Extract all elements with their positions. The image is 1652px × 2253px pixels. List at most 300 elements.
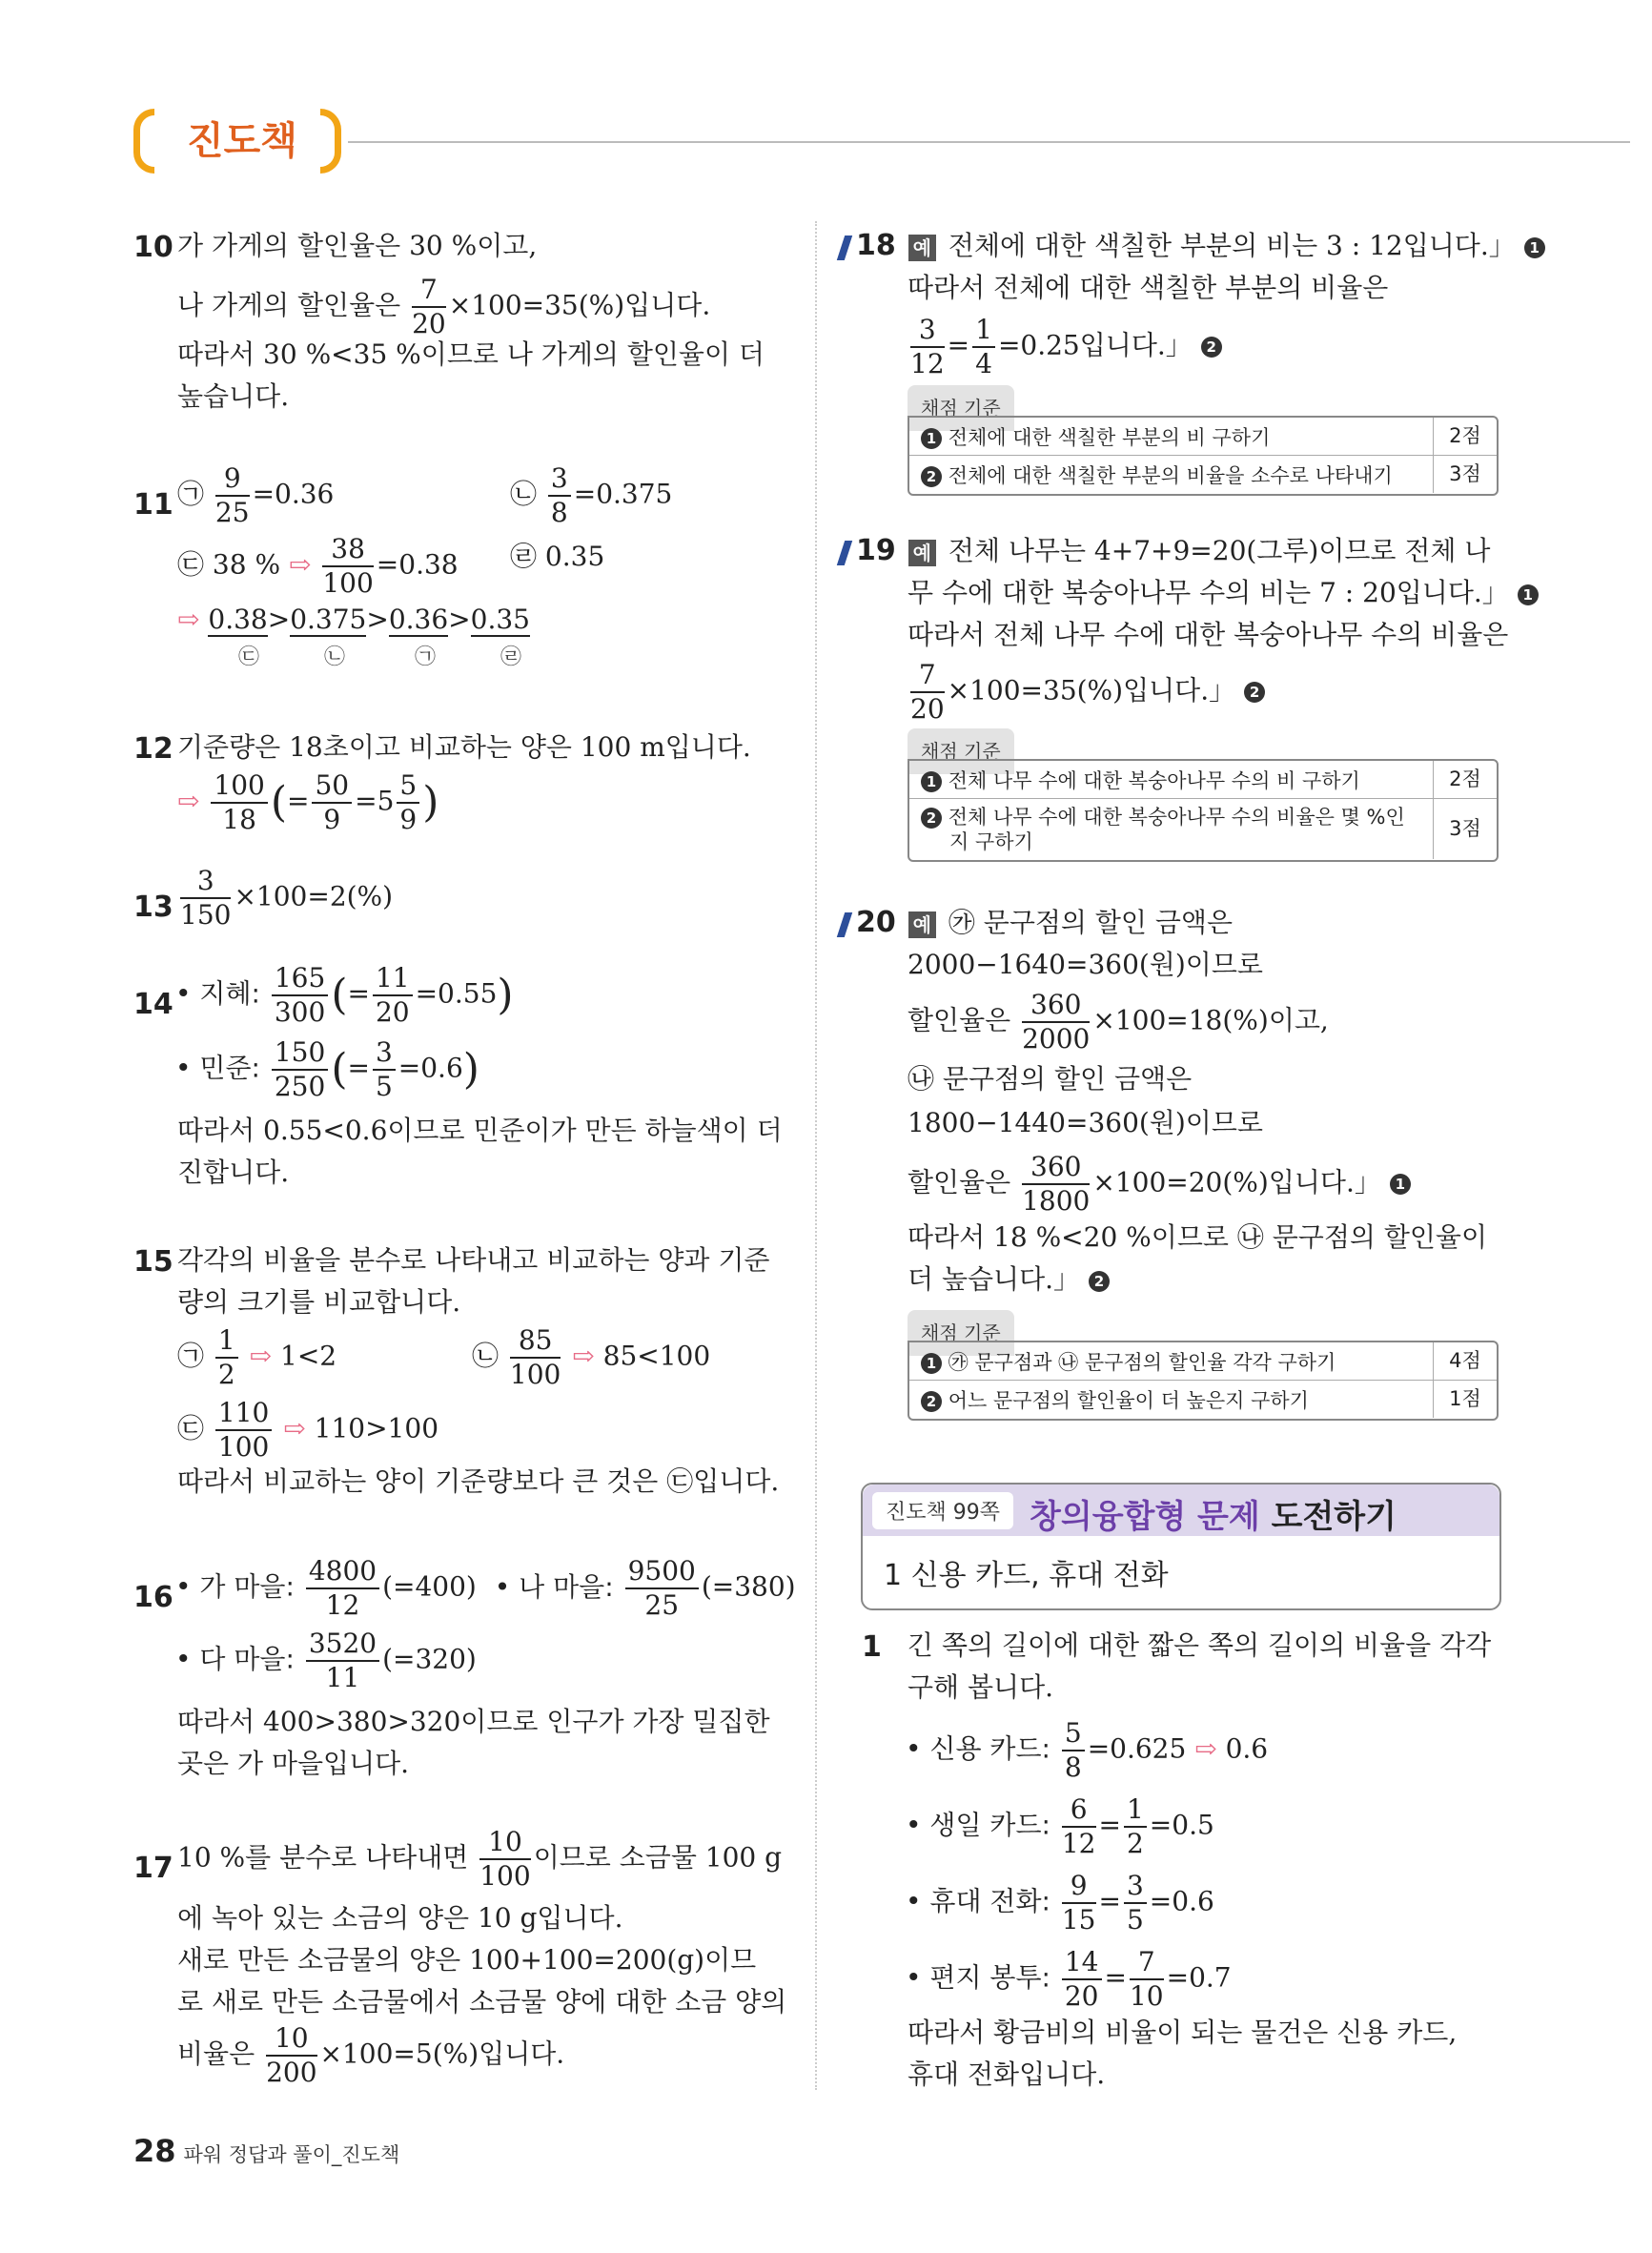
criterion — [921, 805, 1405, 855]
text-line — [908, 572, 1539, 614]
criterion-text: ㉮ 문구점과 ㉯ 문구점의 할인율 각각 구하기 — [948, 1351, 1336, 1374]
text-line: • 생일 카드: $\frac{6}{12}$ = $\frac{1}{2}$ =0.5 — [906, 1793, 1214, 1859]
denominator: 100 — [509, 1359, 561, 1390]
step-marker: 2 — [1244, 682, 1265, 703]
denominator: 15 — [1061, 1904, 1096, 1936]
fraction — [972, 314, 995, 379]
question-number: 13 — [133, 891, 173, 924]
numerator: 5 — [1062, 1720, 1085, 1751]
text-line — [510, 536, 604, 578]
numerator: 165 — [272, 965, 328, 996]
value: 0.38 — [208, 604, 268, 635]
text-line: 따라서 18 %<20 %이므로 ㉯ 문구점의 할인율이 — [908, 1221, 1488, 1253]
item-label: • 지혜: — [175, 977, 260, 1010]
fraction — [215, 1397, 272, 1463]
criterion-text: 지 구하기 — [949, 830, 1033, 854]
text-span: 나 가게의 할인율은 — [177, 289, 401, 321]
denominator: 200 — [266, 2057, 317, 2088]
text-span: (=380) — [701, 1570, 796, 1603]
question-number: 17 — [133, 1852, 173, 1885]
denominator: 9 — [323, 804, 341, 835]
text-line: 에 녹아 있는 소금의 양은 10 g입니다. — [177, 1902, 623, 1934]
numerator: 5 — [397, 772, 419, 804]
scoring-row — [909, 1380, 1497, 1418]
pencil-icon — [837, 236, 852, 260]
circle-label: ㉡ — [510, 478, 538, 510]
text-line — [841, 225, 1545, 267]
denominator: 1800 — [1022, 1185, 1091, 1217]
scoring-row — [909, 418, 1497, 455]
paren: ) — [497, 971, 514, 1019]
numerator: 3 — [910, 317, 945, 348]
step-marker: 2 — [1089, 1271, 1110, 1292]
scoring-row — [909, 455, 1497, 493]
criterion-text: 전체 나무 수에 대한 복숭아나무 수의 비율은 몇 %인 — [948, 806, 1405, 829]
points: 3점 — [1433, 456, 1497, 493]
criterion-text: 전체 나무 수에 대한 복숭아나무 수의 비 구하기 — [948, 769, 1360, 792]
denominator: 300 — [274, 996, 326, 1028]
criterion — [921, 463, 1393, 488]
numerator: 3 — [180, 868, 231, 899]
points: 4점 — [1433, 1342, 1497, 1380]
text-line: 2000−1640=360(원)이므로 — [908, 949, 1263, 980]
text-span: (=400) — [382, 1570, 477, 1603]
arrow-icon: ⇨ — [288, 548, 312, 581]
numerator: 360 — [1022, 992, 1090, 1023]
step-marker: 2 — [921, 466, 942, 487]
op: > — [366, 604, 389, 635]
fraction — [322, 533, 374, 599]
fraction — [214, 462, 250, 528]
whole: 5 — [377, 785, 395, 817]
section-badge — [133, 103, 343, 179]
numerator: 85 — [510, 1327, 561, 1359]
paren: ( — [270, 778, 287, 827]
paren: ) — [422, 778, 439, 827]
denominator: 5 — [1126, 1904, 1144, 1936]
text-span: ×100=20(%)입니다.」 — [1092, 1166, 1381, 1198]
text-line — [175, 1555, 796, 1621]
step-marker: 1 — [1524, 237, 1545, 258]
scoring-row — [909, 1342, 1497, 1380]
numerator: 10 — [479, 1829, 530, 1860]
arrow-icon: ⇨ — [177, 785, 200, 817]
scoring-table — [908, 1341, 1499, 1421]
circle-label: ㉠ — [177, 478, 205, 510]
fraction — [306, 1630, 379, 1691]
value: 0.35 — [470, 604, 530, 635]
numerator: 14 — [1062, 1949, 1102, 1980]
text-span: 할인율은 — [908, 1004, 1011, 1036]
step-marker: 1 — [1390, 1174, 1411, 1195]
criterion-text: 전체에 대한 색칠한 부분의 비 구하기 — [948, 426, 1271, 449]
text-line: • 휴대 전화: $\frac{9}{15}$ = $\frac{3}{5}$ =0.6 — [906, 1870, 1214, 1936]
fraction — [1124, 1793, 1147, 1859]
text-span: 0.6 — [1225, 1732, 1269, 1765]
column-divider — [815, 221, 817, 2090]
text-span: 110>100 — [314, 1412, 439, 1444]
text-span: 85<100 — [602, 1340, 711, 1372]
question-number: 14 — [133, 988, 173, 1021]
fraction — [180, 865, 232, 931]
numerator: 3 — [1124, 1873, 1147, 1904]
question-number: 16 — [133, 1581, 173, 1614]
question-number: 1 — [862, 1630, 882, 1664]
text-span: =0.38 — [376, 548, 459, 581]
text-span: =0.5 — [1149, 1809, 1214, 1841]
text-line — [175, 1630, 477, 1691]
text-line: 가 가게의 할인율은 30 %이고, — [177, 230, 538, 261]
scoring-row — [909, 798, 1497, 859]
denominator: 20 — [1064, 1980, 1099, 2012]
creative-header — [863, 1485, 1499, 1536]
points: 2점 — [1433, 418, 1497, 455]
numerator: 150 — [272, 1039, 328, 1071]
fraction — [306, 1555, 379, 1621]
fraction — [412, 274, 446, 339]
scoring-label: 채점 기준 — [908, 1310, 1014, 1356]
criterion — [921, 425, 1270, 450]
text-span: =0.6 — [398, 1052, 463, 1084]
text-span: (=320) — [382, 1643, 477, 1675]
circle-label: ㉢ — [238, 645, 260, 669]
fraction — [373, 962, 413, 1028]
fraction — [479, 1826, 531, 1892]
question-number: 19 — [856, 534, 896, 567]
text-span: ㉮ 문구점의 할인 금액은 — [948, 907, 1234, 938]
text-line: 량의 크기를 비교합니다. — [177, 1286, 461, 1318]
text-span: 비율은 — [177, 2038, 255, 2070]
circle-label: ㉢ — [177, 1412, 205, 1444]
example-badge: 예 — [908, 911, 936, 938]
item-label: • 다 마을: — [175, 1643, 295, 1675]
text-span: =0.6 — [1149, 1885, 1214, 1917]
text-line: ㉯ 문구점의 할인 금액은 — [908, 1063, 1193, 1095]
criterion — [921, 768, 1360, 793]
text-line: 높습니다. — [177, 380, 290, 412]
text-line: 로 새로 만든 소금물에서 소금물 양에 대한 소금 양의 — [177, 1986, 787, 2017]
fraction — [1022, 989, 1091, 1055]
numerator: 7 — [412, 277, 446, 308]
text-line — [841, 530, 1490, 572]
page-footer — [133, 2133, 399, 2169]
text-span: 전체에 대한 색칠한 부분의 비는 3 : 12입니다.」 — [948, 230, 1516, 261]
creative-title — [1030, 1490, 1397, 1537]
question-number: 10 — [133, 231, 173, 264]
arrow-icon: ⇨ — [249, 1340, 273, 1372]
item-label: • 민준: — [175, 1052, 260, 1084]
numerator: 7 — [1130, 1949, 1164, 1980]
text-line: 따라서 400>380>320이므로 인구가 가장 밀집한 — [177, 1706, 770, 1737]
text-line: 따라서 30 %<35 %이므로 나 가게의 할인율이 더 — [177, 338, 765, 370]
text-line: 따라서 황금비의 비율이 되는 물건은 신용 카드, — [908, 2017, 1458, 2048]
text-span: 1<2 — [280, 1340, 337, 1372]
fraction — [211, 769, 267, 835]
item-label: • 나 마을: — [494, 1570, 614, 1603]
example-badge: 예 — [908, 540, 936, 566]
denominator: 8 — [1064, 1751, 1082, 1783]
text-span: =0.625 — [1087, 1732, 1187, 1765]
denominator: 100 — [322, 567, 374, 599]
text-span: ×100=18(%)이고, — [1092, 1004, 1329, 1036]
item-label: • 생일 카드: — [906, 1809, 1050, 1841]
step-marker: 1 — [921, 428, 942, 449]
title-part: 도전하기 — [1271, 1498, 1397, 1536]
text-span: 더 높습니다.」 — [908, 1263, 1081, 1295]
text-line — [906, 1717, 1269, 1783]
text-line — [177, 2022, 565, 2088]
text-line: 기준량은 18초이고 비교하는 양은 100 m입니다. — [177, 731, 751, 763]
numerator: 10 — [266, 2025, 316, 2057]
step-marker: 2 — [1201, 337, 1222, 358]
fraction — [1061, 1793, 1096, 1859]
points: 3점 — [1433, 799, 1497, 859]
question-number: 18 — [856, 229, 896, 262]
text-line: 휴대 전화입니다. — [908, 2058, 1106, 2090]
circle-label: ㉡ — [472, 1340, 500, 1372]
text-line — [177, 865, 394, 931]
op: > — [267, 604, 291, 635]
text-line — [177, 274, 711, 339]
numerator: 100 — [211, 772, 267, 804]
text-line: 따라서 0.55<0.6이므로 민준이가 만든 하늘색이 더 — [177, 1115, 783, 1146]
text-span: =0.55 — [415, 977, 498, 1010]
op: > — [448, 604, 471, 635]
text-line — [841, 902, 1233, 944]
text-line: 각각의 비율을 분수로 나타내고 비교하는 양과 기준 — [177, 1244, 770, 1276]
numerator: 1 — [215, 1327, 238, 1359]
denominator: 20 — [910, 693, 945, 725]
denominator: 8 — [550, 497, 568, 528]
value: 0.375 — [290, 604, 367, 635]
fraction — [373, 1036, 396, 1102]
denominator: 20 — [412, 308, 446, 339]
text-line — [177, 1397, 439, 1463]
circle-label: ㉣ — [510, 541, 538, 572]
text-span: ×100=35(%)입니다. — [448, 289, 711, 321]
text-line: 따라서 전체에 대한 색칠한 부분의 비율은 — [908, 272, 1389, 303]
text-span: 전체 나무는 4+7+9=20(그루)이므로 전체 나 — [948, 535, 1491, 566]
points: 2점 — [1433, 761, 1497, 798]
scoring-table — [908, 416, 1499, 496]
criterion — [921, 1388, 1309, 1413]
page-header — [133, 103, 1497, 179]
pencil-icon — [837, 912, 852, 937]
left-bracket-icon — [133, 109, 154, 174]
numerator: 50 — [312, 772, 352, 804]
fraction — [312, 769, 352, 835]
denominator: 10 — [1129, 1980, 1164, 2012]
text-span: =0.36 — [252, 478, 335, 510]
text-span: =0.7 — [1166, 1961, 1232, 1994]
denominator: 11 — [325, 1662, 360, 1693]
numerator: 1 — [1124, 1796, 1147, 1828]
footer-text: 파워 정답과 풀이_진도책 — [183, 2143, 400, 2166]
paren: ) — [462, 1045, 479, 1094]
section-title: 진도책 — [187, 119, 297, 163]
text-span: ×100=35(%)입니다.」 — [947, 674, 1236, 707]
circle-label: ㉡ — [324, 645, 346, 669]
scoring-table — [908, 759, 1499, 862]
question-number: 11 — [133, 488, 173, 522]
creative-answer: 1 신용 카드, 휴대 전화 — [884, 1559, 1169, 1592]
text-line: 따라서 전체 나무 수에 대한 복숭아나무 수의 비율은 — [908, 619, 1509, 650]
text-span: 이므로 소금물 100 g — [533, 1841, 783, 1874]
denominator: 25 — [214, 497, 250, 528]
circle-label: ㉠ — [415, 645, 437, 669]
text-span: 10 %를 분수로 나타내면 — [177, 1841, 469, 1874]
text-span: =0.25입니다.」 — [997, 329, 1193, 361]
text-line — [908, 989, 1329, 1055]
header-rule — [348, 141, 1630, 143]
item-label: • 가 마을: — [175, 1570, 295, 1603]
order-line — [177, 599, 530, 641]
numerator: 9500 — [625, 1558, 699, 1589]
denominator: 5 — [375, 1071, 393, 1102]
text-line: 1800−1440=360(원)이므로 — [908, 1107, 1263, 1138]
fraction — [272, 1036, 328, 1102]
step-marker: 1 — [921, 1353, 942, 1374]
numerator: 360 — [1022, 1154, 1090, 1185]
page-number: 28 — [133, 2133, 176, 2169]
paren: ( — [331, 971, 348, 1019]
text-line: 따라서 비교하는 양이 기준량보다 큰 것은 ㉢입니다. — [177, 1465, 780, 1497]
arrow-icon: ⇨ — [572, 1340, 595, 1372]
text-line — [908, 1151, 1411, 1217]
denominator: 250 — [274, 1071, 326, 1102]
fraction — [910, 314, 945, 379]
fraction — [1062, 1717, 1085, 1783]
fraction — [509, 1324, 561, 1390]
denominator: 2 — [1126, 1828, 1144, 1859]
text-line: 긴 쪽의 길이에 대한 짧은 쪽의 길이의 비율을 각각 — [908, 1629, 1492, 1661]
text-line — [177, 533, 459, 599]
text-span: =0.375 — [573, 478, 673, 510]
denominator: 12 — [910, 348, 945, 379]
text-span: 무 수에 대한 복숭아나무 수의 비는 7 : 20입니다.」 — [908, 577, 1509, 608]
scoring-label: 채점 기준 — [908, 385, 1014, 431]
numerator: 7 — [910, 662, 945, 693]
fraction — [1062, 1946, 1102, 2012]
numerator: 38 — [322, 536, 373, 567]
numerator: 3 — [548, 465, 571, 497]
text-line: $\frac{3}{12}$ = $\frac{1}{4}$ =0.25입니다.」 2 — [908, 317, 1222, 378]
numerator: 3520 — [306, 1630, 379, 1662]
text-span: ×100=5(%)입니다. — [319, 2038, 565, 2070]
criterion-text: 어느 문구점의 할인율이 더 높은지 구하기 — [948, 1389, 1309, 1412]
text-span: 할인율은 — [908, 1166, 1011, 1198]
denominator: 2000 — [1022, 1023, 1091, 1055]
text-line — [177, 1826, 783, 1892]
step-marker: 1 — [1518, 584, 1539, 605]
numerator: 11 — [373, 965, 413, 996]
arrow-icon: ⇨ — [283, 1412, 306, 1444]
text-line — [177, 462, 335, 528]
numerator: 9 — [1062, 1873, 1096, 1904]
item-label: • 휴대 전화: — [906, 1885, 1050, 1917]
scoring-label: 채점 기준 — [908, 728, 1014, 774]
circle-label: ㉣ — [500, 645, 522, 669]
step-marker: 2 — [921, 1391, 942, 1412]
denominator: 12 — [325, 1589, 360, 1621]
question-number: 15 — [133, 1245, 173, 1279]
arrow-icon: ⇨ — [177, 604, 200, 635]
denominator: 20 — [375, 996, 410, 1028]
denominator: 12 — [1061, 1828, 1096, 1859]
fraction — [1124, 1870, 1147, 1936]
text-line — [908, 1259, 1110, 1301]
step-marker: 1 — [921, 771, 942, 792]
numerator: 9 — [215, 465, 250, 497]
text-line: • 민준: $\frac{150}{250}$ (= $\frac{3}{5}$ =0.6) — [175, 1036, 479, 1102]
fraction — [266, 2022, 317, 2088]
text-line: 진합니다. — [177, 1157, 290, 1188]
question-number: 12 — [133, 732, 173, 766]
text-line: 곳은 가 마을입니다. — [177, 1748, 410, 1779]
text-line — [908, 659, 1265, 725]
pencil-icon — [837, 541, 852, 565]
numerator: 6 — [1062, 1796, 1096, 1828]
numerator: 4800 — [306, 1558, 379, 1589]
numerator: 1 — [972, 317, 995, 348]
denominator: 100 — [217, 1431, 270, 1463]
denominator: 4 — [975, 348, 992, 379]
text-line: 새로 만든 소금물의 양은 100+100=200(g)이므 — [177, 1944, 757, 1976]
fraction — [272, 962, 328, 1028]
text-span: 38 % — [212, 548, 281, 581]
scoring-row — [909, 761, 1497, 798]
paren: ( — [331, 1045, 348, 1094]
fraction — [1061, 1870, 1096, 1936]
page-reference: 진도책 99쪽 — [872, 1492, 1013, 1529]
value: 0.36 — [388, 604, 449, 635]
text-line: ⇨ $\frac{100}{18}$ (= $\frac{50}{9}$ =5 $\frac{5}{9}$ ) — [177, 769, 439, 835]
points: 1점 — [1433, 1381, 1497, 1418]
text-span: 0.35 — [544, 541, 605, 572]
creative-problem-box — [861, 1483, 1501, 1610]
question-number: 20 — [856, 906, 896, 939]
text-line — [472, 1324, 711, 1390]
fraction — [397, 769, 419, 835]
example-badge: 예 — [908, 235, 936, 261]
circle-label: ㉠ — [177, 1340, 205, 1372]
fraction — [215, 1324, 238, 1390]
text-line: • 지혜: $\frac{165}{300}$ (= $\frac{11}{20}$ =0.55) — [175, 962, 514, 1028]
denominator: 100 — [479, 1860, 531, 1892]
fraction — [910, 659, 945, 725]
arrow-icon: ⇨ — [1194, 1732, 1217, 1765]
item-label: • 편지 봉투: — [906, 1961, 1050, 1994]
denominator: 9 — [399, 804, 418, 835]
denominator: 2 — [217, 1359, 235, 1390]
title-part: 창의융합형 문제 — [1030, 1498, 1260, 1536]
fraction — [1129, 1946, 1164, 2012]
item-label: • 신용 카드: — [906, 1732, 1050, 1765]
step-marker: 2 — [921, 808, 942, 829]
denominator: 18 — [222, 804, 256, 835]
right-bracket-icon — [320, 109, 341, 174]
denominator: 25 — [644, 1589, 680, 1621]
criterion-text: 전체에 대한 색칠한 부분의 비율을 소수로 나타내기 — [948, 464, 1393, 487]
numerator: 110 — [215, 1400, 272, 1431]
text-line — [510, 462, 673, 528]
numerator: 3 — [373, 1039, 396, 1071]
criterion — [921, 1350, 1336, 1375]
denominator: 150 — [180, 899, 232, 931]
fraction — [548, 462, 571, 528]
text-line: 구해 봅니다. — [908, 1671, 1054, 1703]
fraction — [625, 1555, 699, 1621]
